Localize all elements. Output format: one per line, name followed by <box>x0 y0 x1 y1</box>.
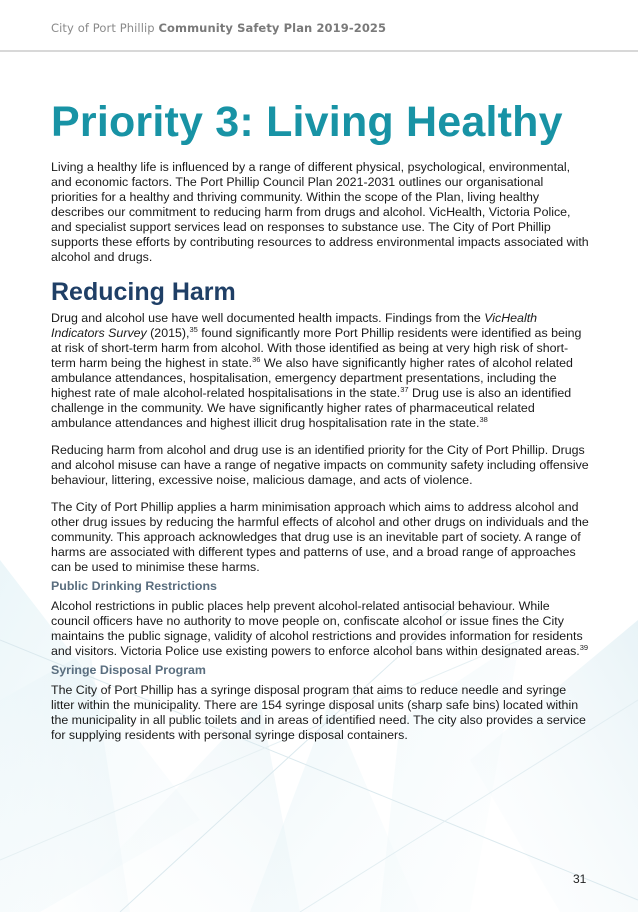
reducing-harm-paragraph-3: The City of Port Phillip applies a harm minimisation approach which aims to address alcohol and other drug issues by reducing the harmful effects of alcohol and other drugs on individuals and the community. This approach acknowledges that drug use is an inevitable part of society. A range of harms are associated with different types and patterns of use, and a broad range of approaches can be used to minimise these harms. <box>51 500 589 574</box>
p1-text-c: found significantly more Port Phillip residents were identified as being at risk of short-term harm from alcohol. With those identified as being at very high risk of short-term harm being the highest in state. <box>51 326 582 370</box>
subheading-public-drinking: Public Drinking Restrictions <box>51 579 217 593</box>
header-plan-title: Community Safety Plan 2019-2025 <box>158 21 387 35</box>
page-number: 31 <box>573 872 587 886</box>
footnote-ref: 36 <box>252 354 261 364</box>
reducing-harm-paragraph-2: Reducing harm from alcohol and drug use is an identified priority for the City of Port Phillip. Drugs and alcohol misuse can have a range of negative impacts on community safety including offensive behaviour, littering, excessive noise, malicious damage, and acts of violence. <box>51 443 589 487</box>
public-drinking-text: Alcohol restrictions in public places help prevent alcohol-related antisocial behaviour. While council officers have no authority to move people on, confiscate alcohol or issue fines the City maintains the public signage, validity of alcohol restrictions and provides information for residents and visitors. Victoria Police use existing powers to enforce alcohol bans within designated areas. <box>51 599 583 658</box>
footnote-ref: 37 <box>400 384 409 394</box>
footnote-ref: 39 <box>579 642 589 652</box>
footnote-ref: 38 <box>479 414 488 424</box>
page-title: Priority 3: Living Healthy <box>51 98 563 146</box>
syringe-disposal-paragraph: The City of Port Phillip has a syringe disposal program that aims to reduce needle and syringe litter within the municipality. There are 154 syringe disposal units (sharp safe bins) located within the municipality in all public toilets and in areas of identified need. The city also provides a service for supplying residents with personal syringe disposal containers. <box>51 683 586 742</box>
header-rule <box>0 50 638 52</box>
p1-text-a: Drug and alcohol use have well documented health impacts. Findings from the <box>51 311 485 325</box>
survey-name: VicHealth Indicators Survey <box>51 311 538 340</box>
section-heading-reducing-harm: Reducing Harm <box>51 278 236 306</box>
subheading-syringe-disposal: Syringe Disposal Program <box>51 663 206 677</box>
header-org: City of Port Phillip <box>51 21 155 35</box>
running-header <box>51 21 386 35</box>
footnote-ref: 35 <box>189 324 198 334</box>
reducing-harm-paragraph-1 <box>51 311 591 431</box>
page-content <box>51 96 591 755</box>
intro-paragraph: Living a healthy life is influenced by a range of different physical, psychological, environmental, and economic factors. The Port Phillip Council Plan 2021-2031 outlines our organisational priorities for a healthy and thriving community. Within the scope of the Plan, living healthy describes our commitment to reducing harm from drugs and alcohol. VicHealth, Victoria Police, and specialist support services lead on responses to substance use. The City of Port Phillip supports these efforts by contributing resources to address environmental impacts associated with alcohol and drugs. <box>51 160 589 264</box>
p1-text-d: We also have significantly higher rates of alcohol related ambulance attendances, hospitalisation, emergency department presentations, including the highest rate of male alcohol-related hospitalisations in the state. <box>51 356 573 400</box>
public-drinking-paragraph <box>51 599 591 659</box>
p1-text-e: Drug use is also an identified challenge in the community. We have significantly higher rates of pharmaceutical related ambulance attendances and highest illicit drug hospitalisation rate in the state. <box>51 386 572 430</box>
p1-text-b: (2015), <box>146 326 190 340</box>
